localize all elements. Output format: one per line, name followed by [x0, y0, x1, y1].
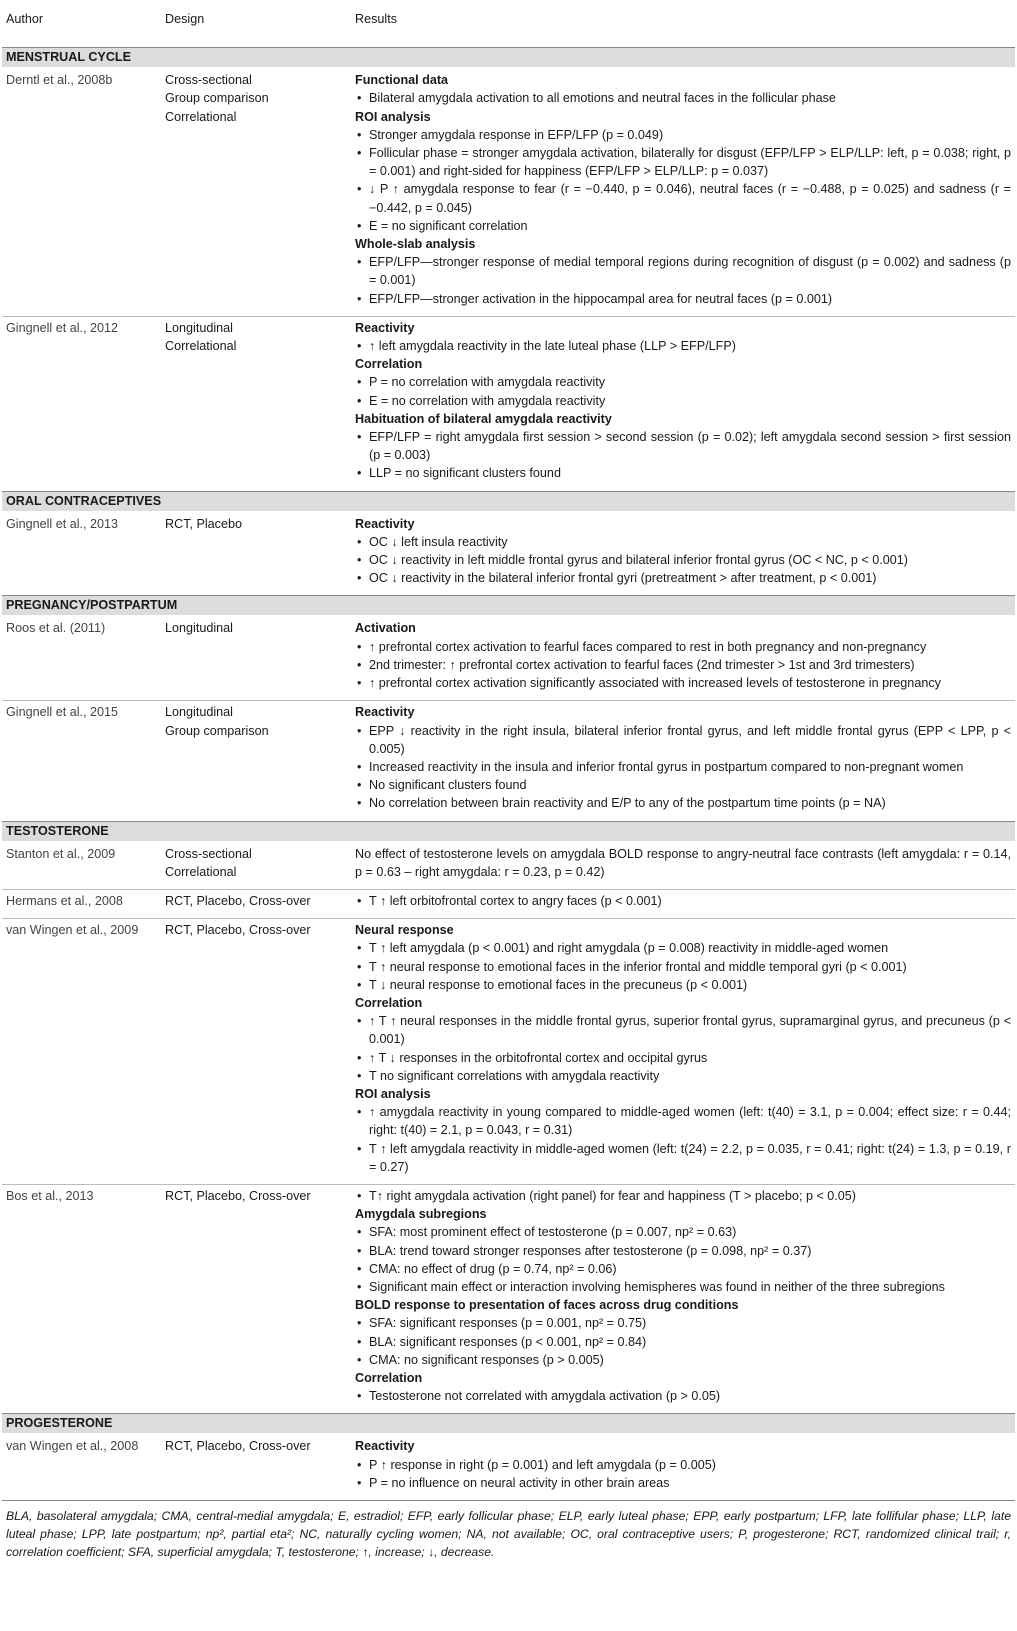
result-heading: Correlation	[355, 357, 423, 372]
results-cell	[351, 67, 1015, 316]
result-heading: Habituation of bilateral amygdala reactivity	[355, 411, 612, 426]
result-bullet: • No significant clusters found	[355, 776, 1011, 794]
results-cell	[351, 1184, 1015, 1413]
result-heading: Reactivity	[355, 516, 415, 531]
design-cell	[161, 511, 351, 596]
result-heading: Correlation	[355, 995, 423, 1010]
design-cell	[161, 67, 351, 316]
author-cell: van Wingen et al., 2008	[6, 1439, 139, 1454]
result-heading: Correlation	[355, 1371, 423, 1385]
result-heading: Amygdala subregions	[355, 1207, 487, 1222]
design-cell	[161, 1184, 351, 1413]
result-bullet: • OC ↓ reactivity in the bilateral inferior frontal gyri (pretreatment > after treatment, p < 0.001)	[355, 569, 1011, 587]
result-bullet: • 2nd trimester: ↑ prefrontal cortex activation to fearful faces (2nd trimester > 1st and 3rd trimesters)	[355, 656, 1011, 674]
design-cell	[161, 701, 351, 821]
design-item: Correlational	[165, 864, 237, 879]
results-cell	[351, 511, 1015, 596]
result-bullet: • EFP/LFP = right amygdala first session > second session (p = 0.02); left amygdala second session > first session (p = 0.003)	[355, 428, 1011, 464]
study-row	[2, 1184, 1015, 1413]
study-row	[2, 889, 1015, 918]
result-bullet: • T ↑ left orbitofrontal cortex to angry faces (p < 0.001)	[355, 892, 1011, 910]
design-item: Correlational	[165, 109, 237, 124]
header-results: Results	[351, 2, 1015, 48]
header-row	[2, 2, 1015, 48]
result-bullet: • BLA: trend toward stronger responses after testosterone (p = 0.098, np² = 0.37)	[355, 1242, 1011, 1260]
result-bullet: • Significant main effect or interaction involving hemispheres was found in neither of the three subregions	[355, 1278, 1011, 1296]
result-bullet: • SFA: most prominent effect of testosterone (p = 0.007, np² = 0.63)	[355, 1223, 1011, 1241]
study-row	[2, 919, 1015, 1185]
design-cell	[161, 841, 351, 890]
study-row	[2, 511, 1015, 596]
result-heading: Reactivity	[355, 1439, 415, 1454]
result-bullet: • CMA: no significant responses (p > 0.005)	[355, 1351, 1011, 1369]
result-bullet: • E = no significant correlation	[355, 217, 1011, 235]
design-item: Cross-sectional	[165, 73, 252, 88]
result-bullet: • ↑ prefrontal cortex activation to fearful faces compared to rest in both pregnancy and non-pregnancy	[355, 638, 1011, 656]
result-bullet: • No correlation between brain reactivity and E/P to any of the postpartum time points (p = NA)	[355, 794, 1011, 812]
design-item: Correlational	[165, 339, 237, 354]
result-heading: ROI analysis	[355, 1086, 431, 1101]
result-bullet: • LLP = no significant clusters found	[355, 464, 1011, 482]
results-cell	[351, 615, 1015, 700]
result-bullet: • SFA: significant responses (p = 0.001, np² = 0.75)	[355, 1314, 1011, 1332]
result-bullet: • ↑ T ↓ responses in the orbitofrontal cortex and occipital gyrus	[355, 1049, 1011, 1067]
result-heading: Reactivity	[355, 320, 415, 335]
design-item: RCT, Placebo, Cross-over	[165, 893, 311, 908]
study-row	[2, 316, 1015, 491]
design-item: RCT, Placebo, Cross-over	[165, 1439, 311, 1454]
study-row	[2, 1433, 1015, 1500]
results-table	[2, 2, 1015, 1561]
author-cell: Gingnell et al., 2013	[6, 516, 119, 531]
author-cell: Gingnell et al., 2015	[2, 701, 161, 821]
design-item: Group comparison	[165, 91, 269, 106]
result-bullet: • E = no correlation with amygdala reactivity	[355, 392, 1011, 410]
design-cell	[161, 316, 351, 491]
header-author: Author	[2, 2, 161, 48]
result-bullet: • Follicular phase = stronger amygdala activation, bilaterally for disgust (EFP/LFP > ELP/LLP: left, p = 0.038; right, p = 0.001) and right-sided for happiness (EFP/LFP > ELP/LLP: p = 0.037)	[355, 144, 1011, 180]
design-cell	[161, 615, 351, 700]
study-row	[2, 841, 1015, 890]
result-heading: Activation	[355, 621, 416, 636]
section-row	[2, 1414, 1015, 1434]
result-heading: Whole-slab analysis	[355, 237, 476, 252]
results-cell	[351, 316, 1015, 491]
design-item: Longitudinal	[165, 320, 233, 335]
design-item: RCT, Placebo, Cross-over	[165, 923, 311, 938]
header-design: Design	[161, 2, 351, 48]
result-heading: Neural response	[355, 923, 454, 938]
footnote-row	[2, 1501, 1015, 1562]
result-heading: Functional data	[355, 73, 449, 88]
result-heading: BOLD response to presentation of faces across drug conditions	[355, 1298, 739, 1313]
design-item: Cross-sectional	[165, 846, 252, 861]
author-cell: Hermans et al., 2008	[2, 889, 161, 918]
result-bullet: • Increased reactivity in the insula and inferior frontal gyrus in postpartum compared to non-pregnant women	[355, 758, 1011, 776]
result-bullet: • OC ↓ left insula reactivity	[355, 533, 1011, 551]
result-bullet: • ↑ left amygdala reactivity in the late luteal phase (LLP > EFP/LFP)	[355, 337, 1011, 355]
section-title: PROGESTERONE	[2, 1414, 1015, 1434]
result-bullet: • T↑ right amygdala activation (right panel) for fear and happiness (T > placebo; p < 0.05)	[355, 1187, 1011, 1205]
section-row	[2, 48, 1015, 68]
result-bullet: • ↑ amygdala reactivity in young compared to middle-aged women (left: t(40) = 3.1, p = 0.004; effect size: r = 0.44; right: t(40) = 2.1, p = 0.043, r = 0.31)	[355, 1103, 1011, 1139]
result-bullet: • BLA: significant responses (p < 0.001, np² = 0.84)	[355, 1333, 1011, 1351]
result-bullet: • ↑ prefrontal cortex activation significantly associated with increased levels of testosterone in pregnancy	[355, 674, 1011, 692]
author-cell: Gingnell et al., 2012	[2, 316, 161, 491]
study-row	[2, 615, 1015, 700]
design-cell	[161, 1433, 351, 1500]
author-cell: van Wingen et al., 2009	[2, 919, 161, 1185]
result-bullet: • P ↑ response in right (p = 0.001) and left amygdala (p = 0.005)	[355, 1456, 1011, 1474]
result-bullet: • Testosterone not correlated with amygdala activation (p > 0.05)	[355, 1387, 1011, 1405]
design-item: RCT, Placebo, Cross-over	[165, 1188, 311, 1203]
design-cell	[161, 889, 351, 918]
result-bullet: • Stronger amygdala response in EFP/LFP (p = 0.049)	[355, 126, 1011, 144]
results-cell	[351, 1433, 1015, 1500]
section-title: PREGNANCY/POSTPARTUM	[2, 596, 1015, 616]
result-bullet: • P = no correlation with amygdala reactivity	[355, 373, 1011, 391]
result-bullet: • EPP ↓ reactivity in the right insula, bilateral inferior frontal gyrus, and left middle frontal gyrus (EPP < LPP, p < 0.005)	[355, 722, 1011, 758]
results-cell	[351, 841, 1015, 890]
footnote: BLA, basolateral amygdala; CMA, central-medial amygdala; E, estradiol; EFP, early follicular phase; ELP, early luteal phase; EPP, early postpartum; LFP, late follifular phase; LLP, late luteal phase; LPP, late postpartum; np², partial eta²; NC, naturally cycling women; NA, not available; OC, oral contraceptive users; P, progesterone; RCT, randomized clinical trail; r, correlation coefficient; SFA, superficial amygdala; T, testosterone; ↑, increase; ↓, decrease.	[2, 1501, 1015, 1562]
result-bullet: • CMA: no effect of drug (p = 0.74, np² = 0.06)	[355, 1260, 1011, 1278]
section-title: TESTOSTERONE	[2, 821, 1015, 841]
result-text: No effect of testosterone levels on amygdala BOLD response to angry-neutral face contrasts (left amygdala: r = 0.14, p = 0.63 – right amygdala: r = 0.23, p = 0.42)	[355, 846, 1011, 879]
author-cell: Stanton et al., 2009	[6, 846, 116, 861]
table-body	[2, 48, 1015, 1501]
design-item: RCT, Placebo	[165, 516, 242, 531]
author-cell: Derntl et al., 2008b	[6, 73, 113, 88]
result-heading: ROI analysis	[355, 109, 431, 124]
design-item: Longitudinal	[165, 705, 233, 720]
result-bullet: • T ↑ left amygdala reactivity in middle-aged women (left: t(24) = 2.2, p = 0.035, r = 0.41; right: t(24) = 1.3, p = 0.19, r = 0.27)	[355, 1140, 1011, 1176]
result-bullet: • Bilateral amygdala activation to all emotions and neutral faces in the follicular phase	[355, 89, 1011, 107]
result-bullet: • EFP/LFP—stronger activation in the hippocampal area for neutral faces (p = 0.001)	[355, 290, 1011, 308]
section-title: ORAL CONTRACEPTIVES	[2, 491, 1015, 511]
design-cell	[161, 919, 351, 1185]
result-bullet: • OC ↓ reactivity in left middle frontal gyrus and bilateral inferior frontal gyrus (OC < NC, p < 0.001)	[355, 551, 1011, 569]
result-bullet: • ↑ T ↑ neural responses in the middle frontal gyrus, superior frontal gyrus, supramarginal gyrus, and precuneus (p < 0.001)	[355, 1012, 1011, 1048]
study-row	[2, 701, 1015, 821]
design-item: Group comparison	[165, 723, 269, 738]
design-item: Longitudinal	[165, 621, 233, 636]
result-bullet: • T no significant correlations with amygdala reactivity	[355, 1067, 1011, 1085]
result-heading: Reactivity	[355, 705, 415, 720]
results-cell	[351, 919, 1015, 1185]
section-title: MENSTRUAL CYCLE	[2, 48, 1015, 68]
author-cell: Roos et al. (2011)	[6, 621, 106, 636]
section-row	[2, 491, 1015, 511]
section-row	[2, 821, 1015, 841]
section-row	[2, 596, 1015, 616]
results-cell	[351, 889, 1015, 918]
results-cell	[351, 701, 1015, 821]
result-bullet: • T ↑ left amygdala (p < 0.001) and right amygdala (p = 0.008) reactivity in middle-aged women	[355, 939, 1011, 957]
result-bullet: • ↓ P ↑ amygdala response to fear (r = −0.440, p = 0.046), neutral faces (r = −0.488, p = 0.025) and sadness (r = −0.442, p = 0.045)	[355, 180, 1011, 216]
result-bullet: • EFP/LFP—stronger response of medial temporal regions during recognition of disgust (p = 0.002) and sadness (p = 0.001)	[355, 253, 1011, 289]
study-row	[2, 67, 1015, 316]
author-cell: Bos et al., 2013	[2, 1184, 161, 1413]
result-bullet: • T ↑ neural response to emotional faces in the inferior frontal and middle temporal gyri (p < 0.001)	[355, 958, 1011, 976]
result-bullet: • T ↓ neural response to emotional faces in the precuneus (p < 0.001)	[355, 976, 1011, 994]
result-bullet: • P = no influence on neural activity in other brain areas	[355, 1474, 1011, 1492]
